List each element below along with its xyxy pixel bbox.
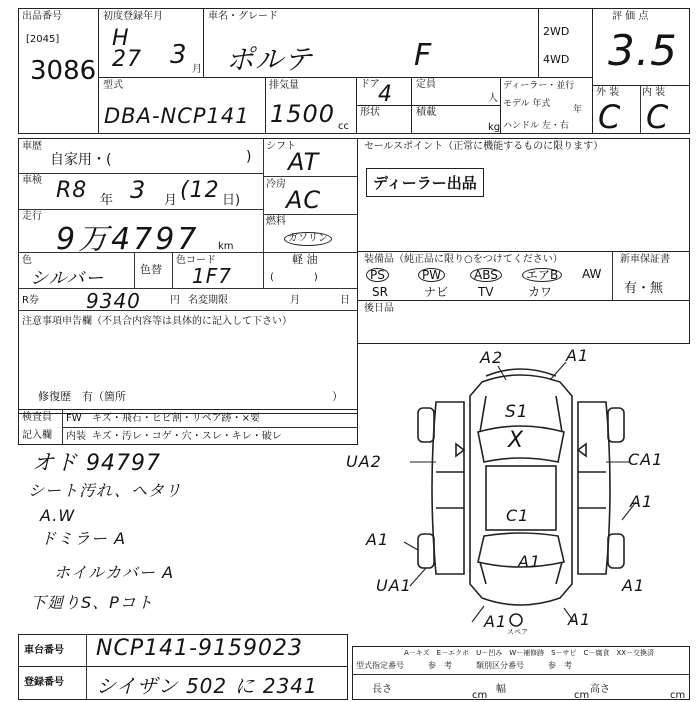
recycle-label: R券 (22, 295, 39, 306)
capacity-unit: 人 (488, 93, 498, 104)
first-reg-month: 3 (170, 40, 188, 70)
length-unit: cm (472, 690, 488, 701)
equip-tv: TV (478, 285, 494, 299)
handle-label: ハンドル 左・右 (503, 121, 569, 131)
length-label: 長さ (372, 684, 392, 695)
note-mirror: ドミラー A (40, 529, 127, 548)
color-code-label: 色コード (176, 255, 216, 266)
drive-4wd: 4WD (543, 53, 570, 66)
equip-ps: PS (366, 268, 389, 282)
mileage-value: 9万4797 (56, 222, 200, 257)
lot-number: 3086 (30, 56, 97, 86)
repair-close: ） (332, 390, 343, 403)
equip-leather: カワ (528, 285, 553, 299)
mark-a1-rear-window: A1 (518, 552, 542, 571)
spare-label: スペア (507, 628, 528, 636)
displacement-label: 排気量 (269, 80, 299, 91)
recycle-value: 9340 (86, 289, 141, 313)
color-label: 色 (22, 255, 32, 266)
ac-label: 冷房 (266, 179, 286, 190)
parts-section (357, 300, 690, 344)
warranty-label: 新車保証書 (620, 254, 670, 265)
chassis-value: NCP141-9159023 (96, 636, 303, 661)
mark-ua1-left-rear: UA1 (376, 576, 412, 595)
sales-label: セールスポイント（正常に機能するものに限ります） (364, 141, 604, 152)
interior-label: 内 装 (642, 87, 666, 98)
interior-grade: C (646, 98, 670, 136)
equip-sr: SR (372, 285, 388, 299)
notes-label: 注意事項申告欄（不具合内容等は具体的に記入して下さい） (22, 316, 292, 327)
history-value: 自家用・( (50, 152, 112, 168)
shift-value: AT (288, 148, 320, 176)
note-aw: A.W (40, 506, 76, 525)
plate-label: 登録番号 (24, 677, 64, 688)
fuel-diesel: 軽 油 (292, 253, 318, 266)
plate-value: シイザン 502 に 2341 (96, 674, 318, 698)
inspection-month-unit: 月 (164, 193, 178, 208)
parts-label: 後日品 (364, 303, 394, 314)
fw-items: キズ・飛石・ヒビ割・リペア跡・×要 (92, 413, 260, 424)
dealer-stamp: ディーラー出品 (366, 168, 484, 197)
name-label: 車名・グレード (208, 11, 278, 22)
row-divider (18, 288, 358, 289)
drive-2wd: 2WD (543, 25, 570, 38)
grade: F (414, 38, 433, 73)
mark-ua2-left: UA2 (346, 452, 382, 471)
first-reg-era: H (112, 26, 130, 51)
type-label: 型式 (103, 80, 123, 91)
inspection-day-unit: 日) (222, 193, 241, 208)
equipment-label: 装備品（純正品に限り○をつけてください） (364, 254, 563, 265)
equip-navi: ナビ (424, 285, 449, 299)
mark-ca1-right: CA1 (628, 450, 664, 469)
note-wheelcover: ホイルカバー A (54, 563, 175, 582)
equip-abs: ABS (470, 268, 502, 282)
load-label: 積載 (416, 107, 436, 118)
width-label: 幅 (496, 684, 506, 695)
shift-label: シフト (266, 141, 296, 152)
model-year-unit: 年 (573, 105, 583, 115)
legend-line1: A－キズ E－エクボ U－凹み W－補修跡 S－サビ C－腐食 XX－交換済 (404, 649, 655, 657)
height-unit: cm (670, 690, 686, 701)
exterior-label: 外 装 (596, 87, 620, 98)
ext-int-divider (640, 85, 641, 134)
mark-a1-rear-left: A1 (484, 612, 508, 631)
inspection-month: 3 (130, 176, 147, 204)
inspection-year-unit: 年 (100, 193, 114, 208)
score-label: 評 価 点 (612, 11, 649, 22)
mark-a2-front: A2 (480, 348, 504, 367)
lot-label: 出品番号 (22, 11, 62, 22)
name-change-month: 月 (290, 295, 300, 306)
mark-a1-left-rear: A1 (366, 530, 390, 549)
equip-aw: AW (582, 267, 602, 281)
mark-c1-roof: C1 (506, 506, 530, 525)
dealer-label: ディーラー・並行 (503, 81, 575, 91)
capacity-label: 定員 (416, 79, 436, 90)
color-value: シルバー (30, 268, 105, 289)
row-divider (263, 176, 358, 177)
first-reg-year: 27 (112, 47, 142, 72)
chassis-label: 車台番号 (24, 645, 64, 656)
fuel-label: 燃料 (266, 216, 286, 227)
repair-label: 修復歴 有（箇所 (38, 390, 126, 403)
first-reg-label: 初度登録年月 (103, 11, 163, 22)
mark-x-windshield: X (508, 428, 525, 453)
load-unit: kg (488, 122, 501, 133)
height-label: 高さ (590, 684, 610, 695)
inspection-era: R8 (56, 178, 88, 203)
row-divider (18, 310, 358, 311)
width-unit: cm (574, 690, 590, 701)
warranty-value: 有・無 (624, 281, 664, 296)
model-name: ポルテ (226, 43, 314, 76)
history-close: ) (246, 149, 252, 165)
mark-a1-right-rear: A1 (622, 576, 646, 595)
mark-a1-right: A1 (630, 492, 654, 511)
drive-box (538, 8, 593, 78)
col-divider (612, 251, 613, 301)
doors-value: 4 (378, 82, 393, 107)
row-divider (18, 173, 263, 174)
inspector-label: 検査員 (22, 412, 52, 423)
fuel-paren: ( ) (270, 272, 318, 283)
note-odo: オド 94797 (32, 451, 161, 476)
col-divider (172, 252, 173, 288)
exterior-grade: C (598, 98, 622, 136)
model-year-label: モデル 年式 (503, 99, 551, 109)
name-change-label: 名変期限 (188, 295, 228, 306)
shape-label: 形状 (360, 107, 380, 118)
ac-value: AC (286, 186, 322, 214)
row-divider (62, 427, 358, 428)
interior-items-label: 内装 (66, 431, 86, 442)
equip-pw: PW (418, 268, 445, 282)
mark-a1-rear-right: A1 (568, 610, 592, 629)
fw-label: FW (66, 413, 82, 424)
doors-label: ドア (360, 79, 380, 90)
fuel-value: ガソリン (284, 232, 332, 246)
model-code: DBA-NCP141 (104, 104, 250, 128)
note-seat: シート汚れ、ヘタリ (28, 481, 182, 500)
inspection-label: 車検 (22, 175, 42, 186)
score-value: 3.5 (608, 26, 678, 75)
legend-line2: 型式指定番号 参 考 類別区分番号 参 考 (356, 661, 572, 670)
col-divider (134, 252, 135, 288)
row-divider (352, 674, 690, 675)
displacement-value: 1500 (270, 100, 336, 128)
history-label: 車歴 (22, 141, 42, 152)
yen-unit: 円 (170, 295, 180, 306)
equip-airbag: エアB (522, 268, 562, 282)
first-reg-month-unit: 月 (192, 64, 202, 75)
color-code-value: 1F7 (192, 264, 232, 288)
note-under: 下廻りS、Pコト (30, 593, 154, 612)
col-divider (263, 138, 264, 288)
interior-items: キズ・汚レ・コゲ・穴・スレ・キレ・破レ (92, 431, 282, 442)
mileage-unit: km (218, 241, 234, 252)
displacement-unit: cc (338, 121, 349, 132)
color-change-label: 色替 (140, 263, 162, 276)
row-divider (18, 209, 263, 210)
mark-a1-front: A1 (566, 346, 590, 365)
lot-bracket: [2045] (26, 34, 60, 45)
entry-label: 記入欄 (22, 430, 52, 441)
row-divider (263, 214, 358, 215)
mileage-label: 走行 (22, 211, 42, 222)
name-change-day: 日 (340, 295, 350, 306)
inspection-day: (12 (180, 178, 220, 203)
mark-s1-roof: S1 (505, 402, 529, 422)
